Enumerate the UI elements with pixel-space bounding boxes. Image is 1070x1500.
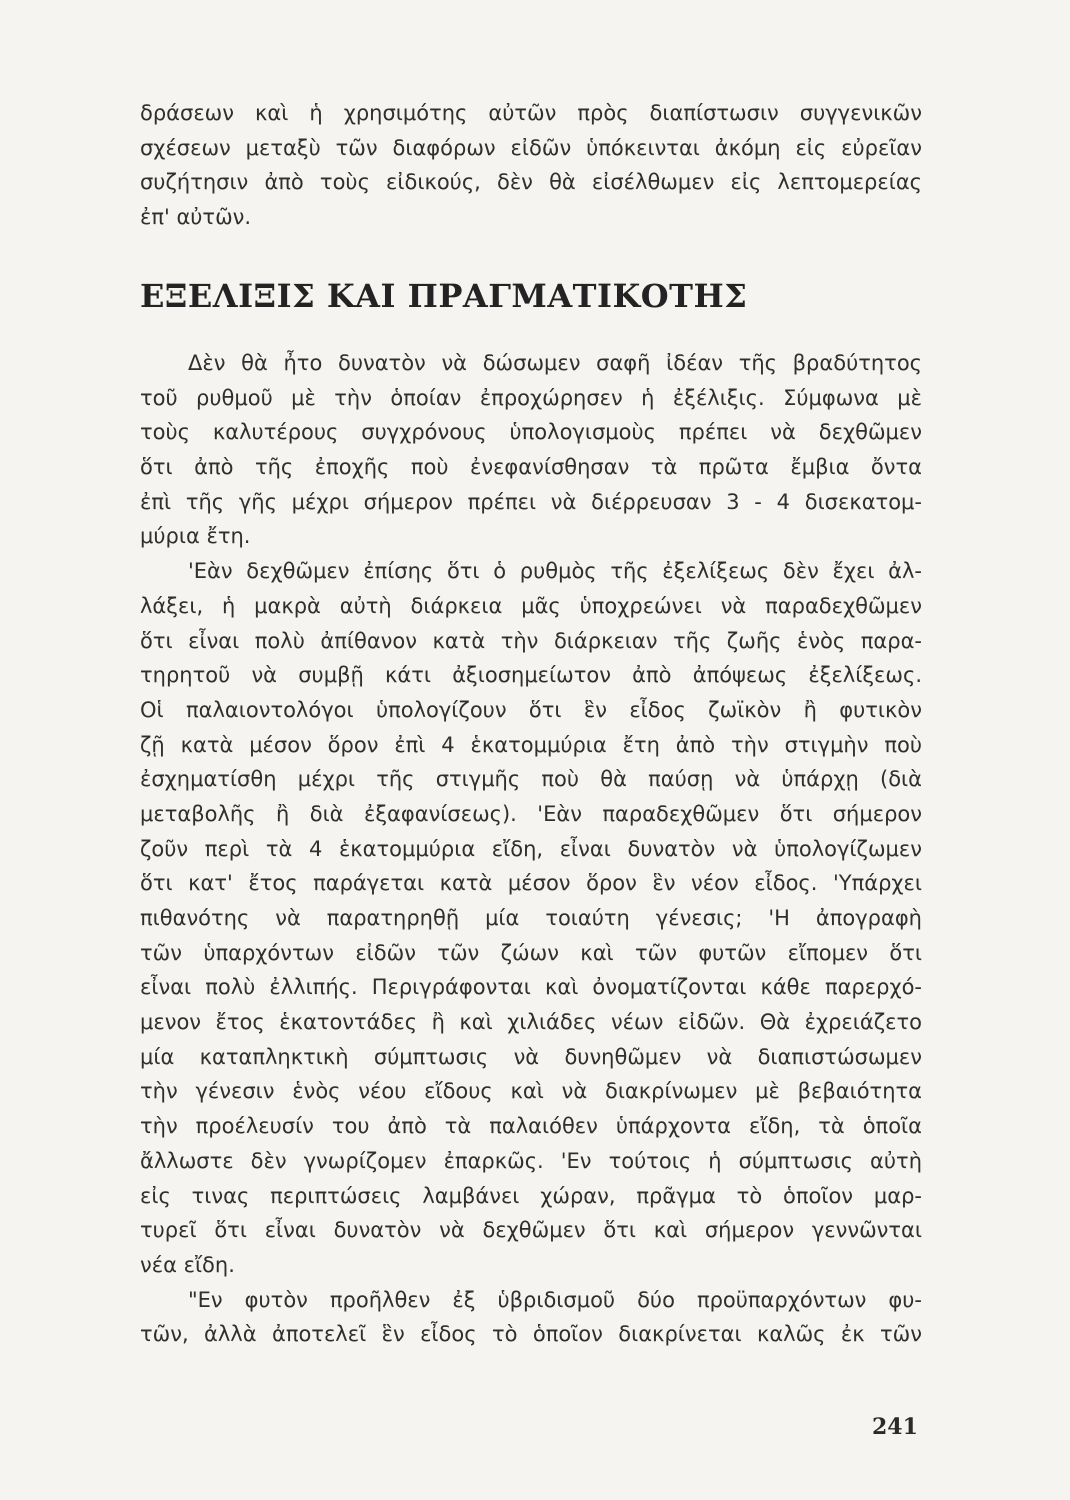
text-line: μύρια ἔτη.: [140, 524, 251, 549]
text-line: Οἱ παλαιοντολόγοι ὑπολογίζουν ὅτι ἓν εἶδος ζωϊκὸν ἢ φυτικὸν: [140, 697, 922, 722]
text-line: πιθανότης νὰ παρατηρηθῇ μία τοιαύτη γένεσις; 'Η ἀπογραφὴ: [140, 906, 922, 930]
text-line: τοὺς καλυτέρους συγχρόνους ὑπολογισμοὺς πρέπει νὰ δεχθῶμεν: [140, 420, 922, 445]
text-line: ζῇ κατὰ μέσον ὅρον ἐπὶ 4 ἑκατομμύρια ἔτη ἀπὸ τὴν στιγμὴν ποὺ: [140, 732, 922, 757]
text-line: ἐπὶ τῆς γῆς μέχρι σήμερον πρέπει νὰ διέρρευσαν 3 - 4 δισεκατομ-: [140, 489, 922, 514]
body-text: [140, 346, 922, 1352]
text-line: συζήτησιν ἀπὸ τοὺς εἰδικούς, δὲν θὰ εἰσέλθωμεν εἰς λεπτομερείας: [140, 170, 922, 195]
text-line: τοῦ ρυθμοῦ μὲ τὴν ὁποίαν ἐπροχώρησεν ἡ ἐξέλιξις. Σύμφωνα μὲ: [140, 385, 922, 410]
text-line: ἐπ' αὐτῶν.: [140, 205, 252, 230]
text-line: ὅτι ἀπὸ τῆς ἐποχῆς ποὺ ἐνεφανίσθησαν τὰ πρῶτα ἔμβια ὄντα: [140, 455, 922, 480]
text-line: τῶν, ἀλλὰ ἀποτελεῖ ἓν εἶδος τὸ ὁποῖον διακρίνεται καλῶς ἐκ τῶν: [140, 1322, 922, 1347]
text-line: Δὲν θὰ ἦτο δυνατὸν νὰ δώσωμεν σαφῆ ἰδέαν τῆς βραδύτητος: [188, 351, 922, 375]
text-line: μεταβολῆς ἢ διὰ ἐξαφανίσεως). 'Εὰν παραδεχθῶμεν ὅτι σήμερον: [140, 801, 922, 826]
text-line: ἐσχηματίσθη μέχρι τῆς στιγμῆς ποὺ θὰ παύσῃ νὰ ὑπάρχῃ (διὰ: [140, 767, 922, 792]
text-line: τηρητοῦ νὰ συμβῇ κάτι ἀξιοσημείωτον ἀπὸ ἀπόψεως ἐξελίξεως.: [140, 663, 922, 688]
text-line: ὅτι κατ' ἔτος παράγεται κατὰ μέσον ὅρον ἓν νέον εἶδος. 'Υπάρχει: [140, 871, 922, 896]
text-line: μενον ἔτος ἑκατοντάδες ἢ καὶ χιλιάδες νέων εἰδῶν. Θὰ ἐχρειάζετο: [140, 1010, 922, 1035]
page-number: 241: [872, 1414, 918, 1440]
text-line: τυρεῖ ὅτι εἶναι δυνατὸν νὰ δεχθῶμεν ὅτι καὶ σήμερον γεννῶνται: [140, 1218, 922, 1243]
text-line: εἰς τινας περιπτώσεις λαμβάνει χώραν, πρᾶγμα τὸ ὁποῖον μαρ-: [140, 1183, 922, 1208]
text-line: δράσεων καὶ ἡ χρησιμότης αὐτῶν πρὸς διαπίστωσιν συγγενικῶν: [140, 101, 922, 125]
text-line: τῶν ὑπαρχόντων εἰδῶν τῶν ζώων καὶ τῶν φυτῶν εἴπομεν ὅτι: [140, 940, 922, 965]
text-line: μία καταπληκτικὴ σύμπτωσις νὰ δυνηθῶμεν νὰ διαπιστώσωμεν: [140, 1044, 922, 1069]
text-line: σχέσεων μεταξὺ τῶν διαφόρων εἰδῶν ὑπόκεινται ἀκόμη εἰς εὐρεῖαν: [140, 135, 922, 160]
text-line: νέα εἴδη.: [140, 1252, 235, 1277]
text-line: ὅτι εἶναι πολὺ ἀπίθανον κατὰ τὴν διάρκειαν τῆς ζωῆς ἑνὸς παρα-: [140, 628, 922, 653]
text-line: τὴν προέλευσίν του ἀπὸ τὰ παλαιόθεν ὑπάρχοντα εἴδη, τὰ ὁποῖα: [140, 1114, 922, 1139]
text-line: ζοῦν περὶ τὰ 4 ἑκατομμύρια εἴδη, εἶναι δυνατὸν νὰ ὑπολογίζωμεν: [140, 836, 922, 861]
text-line: εἶναι πολὺ ἐλλιπής. Περιγράφονται καὶ ὀνοματίζονται κάθε παρερχό-: [140, 975, 922, 1000]
text-line: "Εν φυτὸν προῆλθεν ἐξ ὑβριδισμοῦ δύο προϋπαρχόντων φυ-: [188, 1287, 922, 1312]
text-line: ἄλλωστε δὲν γνωρίζομεν ἐπαρκῶς. 'Εν τούτοις ἡ σύμπτωσις αὐτὴ: [140, 1148, 922, 1173]
text-line: λάξει, ἡ μακρὰ αὐτὴ διάρκεια μᾶς ὑποχρεώνει νὰ παραδεχθῶμεν: [140, 593, 922, 618]
section-heading: ΕΞΕΛΙΞΙΣ ΚΑΙ ΠΡΑΓΜΑΤΙΚΟΤΗΣ: [140, 277, 748, 315]
intro-paragraph: [140, 96, 922, 235]
text-line: τὴν γένεσιν ἑνὸς νέου εἴδους καὶ νὰ διακρίνωμεν μὲ βεβαιότητα: [140, 1079, 922, 1104]
text-line: 'Εὰν δεχθῶμεν ἐπίσης ὅτι ὁ ρυθμὸς τῆς ἐξελίξεως δὲν ἔχει ἀλ-: [188, 559, 922, 584]
